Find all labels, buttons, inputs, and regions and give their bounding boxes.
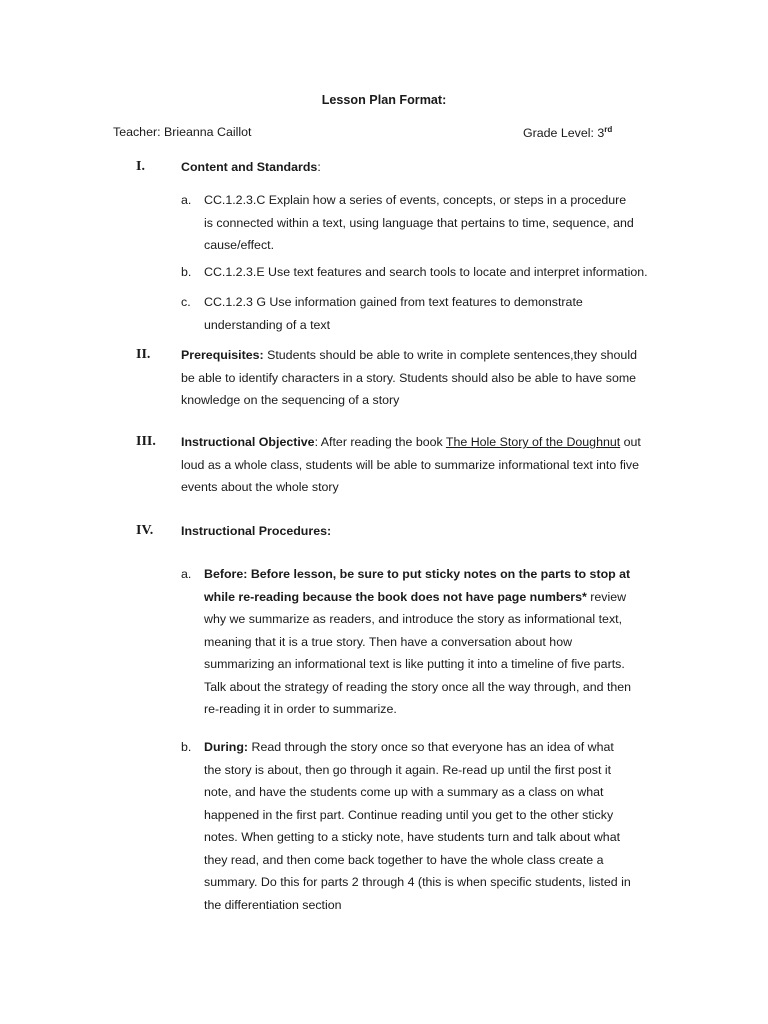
section-2-numeral: II.	[136, 347, 151, 362]
section-4-item-b-letter: b.	[181, 740, 192, 754]
section-4-numeral: IV.	[136, 523, 154, 538]
page-title: Lesson Plan Format:	[321, 93, 447, 107]
section-1-item-a-text: CC.1.2.3.C Explain how a series of events, concepts, or steps in a procedure is connected within a text, using language that pertains to time, sequence, and cause/effect.	[204, 193, 634, 252]
section-1-item-b-letter: b.	[181, 265, 192, 279]
section-1-item-c-letter: c.	[181, 295, 191, 309]
section-4-item-b-bold: During:	[204, 740, 249, 754]
section-2-body	[181, 344, 641, 412]
book-title: The Hole Story of the Doughnut	[445, 435, 621, 449]
section-2-text: Students should be able to write in complete sentences,they should be able to identify characters in a story. Students should also be able to have some knowledge on the sequencing of a story	[181, 348, 637, 407]
section-1-heading-text: Content and Standards	[181, 160, 318, 174]
section-4-item-a-bold: Before: Before lesson, be sure to put sticky notes on the parts to stop at while re-reading because the book does not have page numbers*	[204, 567, 631, 604]
section-4-heading	[181, 520, 641, 543]
section-3-numeral: III.	[136, 434, 156, 449]
section-1-item-c-text: CC.1.2.3 G Use information gained from text features to demonstrate understanding of a text	[204, 295, 583, 332]
section-1-numeral: I.	[136, 159, 145, 174]
section-4-item-b-text	[204, 736, 634, 916]
section-3-heading: Instructional Objective	[181, 435, 315, 449]
teacher-name: Teacher: Brieanna Caillot	[113, 125, 252, 139]
section-4-item-a-letter: a.	[181, 567, 192, 581]
section-3-text-after: out loud as a whole class, students will be able to summarize informational text into five events about the whole story	[181, 435, 641, 494]
section-1-item-b-text: CC.1.2.3.E Use text features and search tools to locate and interpret information.	[204, 265, 648, 279]
section-3-body	[181, 431, 641, 499]
section-1-heading	[181, 156, 641, 179]
section-1-heading-suffix: :	[317, 160, 321, 174]
section-4-item-a-text	[204, 563, 634, 721]
section-2-heading: Prerequisites:	[181, 348, 264, 362]
section-4-heading-text: Instructional Procedures:	[181, 524, 332, 538]
grade-level-label: Grade Level: 3	[523, 126, 605, 140]
grade-level-suffix: rd	[604, 125, 613, 134]
section-4-item-b-body: Read through the story once so that everyone has an idea of what the story is about, then go through it again. Re-read up until the first post it note, and have the students come up with a summary as a class on what happened in the first part. Continue reading until you get to the other sticky notes. When getting to a sticky note, have students turn and talk about what they read, and then come back together to have the whole class create a summary. Do this for parts 2 through 4 (this is when specific students, listed in the differentiation section	[204, 740, 631, 912]
section-1-item-a-letter: a.	[181, 193, 192, 207]
grade-level	[523, 125, 612, 140]
section-3-text-before: : After reading the book	[314, 435, 446, 449]
section-4-item-a-body: review why we summarize as readers, and introduce the story as informational text, meaning that it is a true story. Then have a conversation about how summarizing an informational text is like putting it into a timeline of five parts. Talk about the strategy of reading the story once all the way through, and then re-reading it in order to summarize.	[204, 589, 632, 716]
